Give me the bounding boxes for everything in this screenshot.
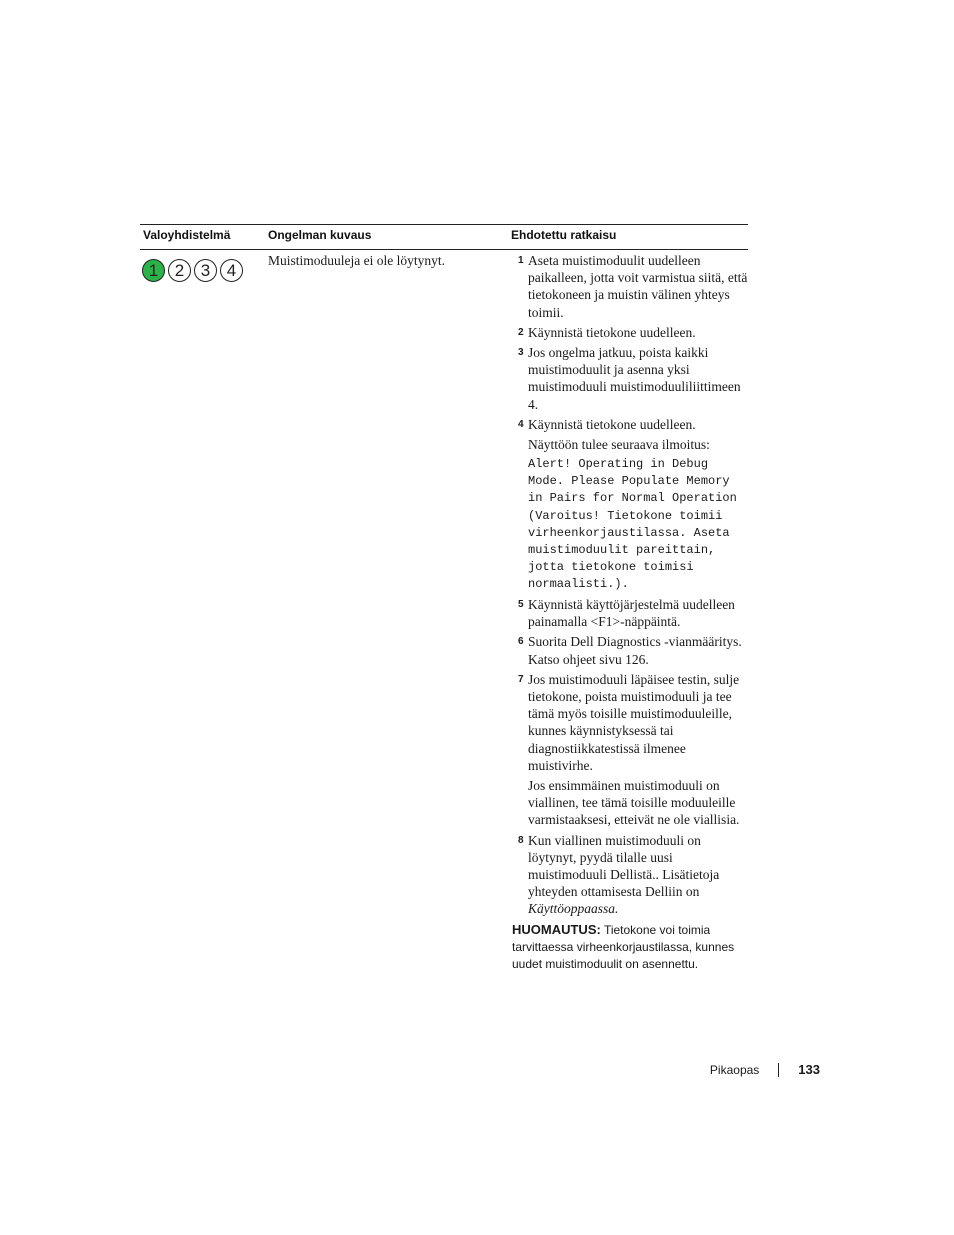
table-header-rule bbox=[140, 249, 748, 250]
step-number: 4 bbox=[518, 418, 524, 430]
step-4-note: Näyttöön tulee seuraava ilmoitus: bbox=[528, 437, 710, 453]
step-8 bbox=[512, 832, 750, 918]
user-guide-reference: Käyttöoppaassa. bbox=[528, 901, 619, 917]
step-text: Käynnistä tietokone uudelleen. bbox=[528, 324, 696, 340]
step-text: Jos ongelma jatkuu, poista kaikki muistimoduulit ja asenna yksi muistimoduuli muistimoduuliliittimeen 4. bbox=[528, 345, 741, 412]
step-number: 2 bbox=[518, 326, 524, 338]
notice bbox=[512, 921, 750, 973]
page-footer bbox=[710, 1062, 820, 1078]
footer-section-title: Pikaopas bbox=[709, 1063, 760, 1077]
header-suggested-solution: Ehdotettu ratkaisu bbox=[511, 228, 617, 242]
step-text: Jos muistimoduuli läpäisee testin, sulje tietokone, poista muistimoduuli ja tee tämä myös toisille muistimoduuleille, kunnes käynnistyksessä tai diagnostiikkatestissä ilmenee muistivirhe. bbox=[528, 671, 740, 773]
step-4 bbox=[512, 416, 750, 433]
step-text: Aseta muistimoduulit uudelleen paikalleen, jotta voit varmistua siitä, että tietokoneen ja muistin välinen yhteys toimii. bbox=[528, 253, 748, 320]
step-7-note: Jos ensimmäinen muistimoduuli on viallinen, tee tämä toisille moduuleille varmistaaksesi, etteivät ne ole viallisia. bbox=[528, 778, 740, 828]
step-number: 3 bbox=[518, 347, 524, 359]
step-1 bbox=[512, 252, 750, 321]
step-5 bbox=[512, 596, 750, 630]
step-3 bbox=[512, 344, 750, 413]
alert-message-code: Alert! Operating in Debug Mode. Please Populate Memory in Pairs for Normal Operation (Varoitus! Tietokone toimii virheenkorjaustilassa. Aseta muistimoduulit pareittain, jotta tietokone toimisi normaalisti.). bbox=[528, 457, 737, 591]
step-7 bbox=[512, 671, 750, 774]
step-text: Käynnistä tietokone uudelleen. bbox=[528, 416, 696, 432]
step-number: 1 bbox=[518, 255, 524, 266]
step-number: 6 bbox=[518, 636, 524, 648]
step-text: Käynnistä käyttöjärjestelmä uudelleen painamalla <F1>-näppäintä. bbox=[528, 596, 735, 630]
problem-description: Muistimoduuleja ei ole löytynyt. bbox=[268, 253, 445, 268]
notice-label: HUOMAUTUS: bbox=[512, 921, 601, 937]
step-text: Suorita Dell Diagnostics -vianmääritys. Katso ohjeet sivu 126. bbox=[528, 634, 742, 667]
step-2 bbox=[512, 324, 750, 341]
light-3-off-icon: 3 bbox=[194, 259, 217, 282]
table-top-rule bbox=[140, 224, 748, 225]
diagnostic-lights bbox=[142, 259, 243, 282]
page-number: 133 bbox=[798, 1062, 820, 1077]
solution-steps bbox=[512, 252, 750, 973]
header-problem-description: Ongelman kuvaus bbox=[268, 228, 372, 242]
step-text: Kun viallinen muistimoduuli on löytynyt, pyydä tilalle uusi muistimoduuli Dellistä.. Lisätietoja yhteyden ottamisesta Delliin on bbox=[528, 832, 720, 900]
light-2-off-icon: 2 bbox=[168, 259, 191, 282]
step-number: 8 bbox=[518, 834, 524, 846]
step-number: 5 bbox=[518, 598, 524, 610]
light-1-on-icon: 1 bbox=[142, 259, 165, 282]
step-number: 7 bbox=[518, 673, 524, 685]
footer-separator bbox=[778, 1063, 779, 1077]
light-4-off-icon: 4 bbox=[220, 259, 243, 282]
step-6 bbox=[512, 633, 750, 667]
notice-text: Tietokone voi toimia tarvittaessa virheenkorjaustilassa, kunnes uudet muistimoduulit on asennettu. bbox=[512, 922, 735, 971]
header-led-combination: Valoyhdistelmä bbox=[143, 228, 231, 242]
